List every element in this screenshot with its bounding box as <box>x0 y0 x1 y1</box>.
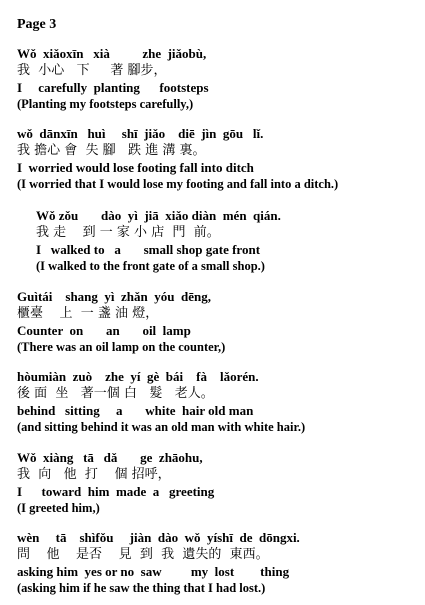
translation-line: (I walked to the front gate of a small shop.) <box>36 259 265 273</box>
stanza-5 <box>17 370 305 438</box>
chinese-line: 櫃臺 上 一 盞 油 燈， <box>17 306 159 321</box>
translation-line: (I greeted him,) <box>17 501 100 515</box>
translation-line: (and sitting behind it was an old man with white hair.) <box>17 420 306 434</box>
stanza-7 <box>17 531 300 599</box>
stanza-6 <box>17 451 214 519</box>
pinyin-line: Wǒ xiàng tā dǎ ge zhāohu, <box>17 450 203 465</box>
chinese-line: 問 他 是否 見 到 我 遺失的 東西。 <box>17 547 269 562</box>
gloss-line: Counter on an oil lamp <box>17 323 191 338</box>
pinyin-line: Wǒ zǒu dào yì jiā xiǎo diàn mén qián. <box>36 208 281 223</box>
stanza-2 <box>17 127 338 195</box>
chinese-line: 我 走 到 一 家 小 店 門 前。 <box>36 225 220 240</box>
stanza-1 <box>17 47 209 115</box>
page-label: Page 3 <box>17 17 57 32</box>
translation-line: (Planting my footsteps carefully,) <box>17 97 194 111</box>
gloss-line: I toward him made a greeting <box>17 484 215 499</box>
chinese-line: 我 向 他 打 個 招呼， <box>17 467 171 482</box>
chinese-line: 我 小心 下 著 腳步， <box>17 63 167 78</box>
translation-line: (I worried that I would lose my footing and fall into a ditch.) <box>17 177 339 191</box>
stanza-3 <box>36 209 281 277</box>
gloss-line: I walked to a small shop gate front <box>36 242 261 257</box>
translation-line: (asking him if he saw the thing that I had lost.) <box>17 581 266 595</box>
pinyin-line: wǒ dānxīn huì shī jiǎo diē jìn gōu lǐ. <box>17 126 264 141</box>
gloss-line: I worried would lose footing fall into ditch <box>17 160 254 175</box>
translation-line: (There was an oil lamp on the counter,) <box>17 340 226 354</box>
gloss-line: behind sitting a white hair old man <box>17 403 254 418</box>
chinese-line: 我 擔心 會 失 腳 跌 進 溝 裏。 <box>17 143 206 158</box>
pinyin-line: Wǒ xiǎoxīn xià zhe jiǎobù, <box>17 46 207 61</box>
gloss-line: asking him yes or no saw my lost thing <box>17 564 290 579</box>
pinyin-line: Guìtái shang yì zhǎn yóu dēng, <box>17 289 211 304</box>
pinyin-line: wèn tā shìfǒu jiàn dào wǒ yíshī de dōngxi. <box>17 530 300 545</box>
stanza-4 <box>17 290 225 358</box>
chinese-line: 後 面 坐 著一個 白 髮 老人。 <box>17 386 214 401</box>
pinyin-line: hòumiàn zuò zhe yí gè bái fà lǎorén. <box>17 369 259 384</box>
gloss-line: I carefully planting footsteps <box>17 80 209 95</box>
